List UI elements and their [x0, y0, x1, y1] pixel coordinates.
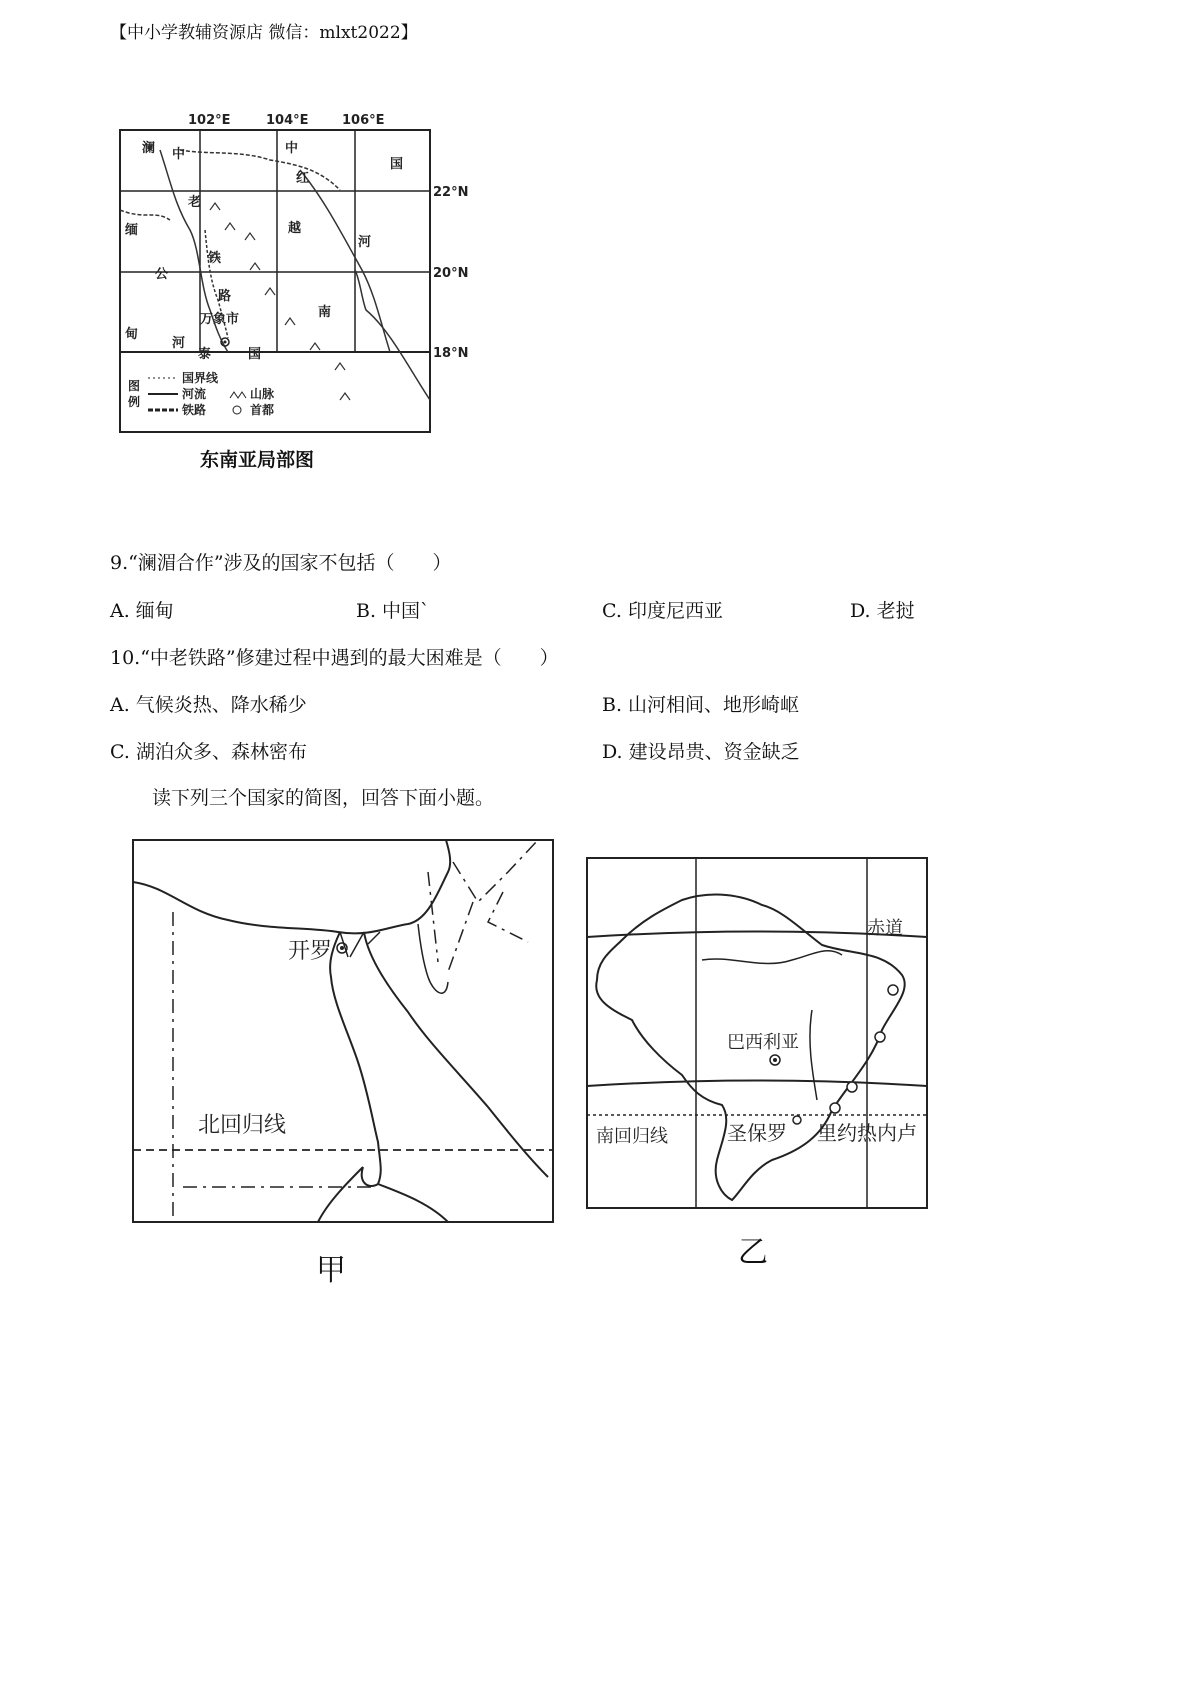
map-yi-caption: 乙 [738, 1235, 768, 1270]
legend-title-1: 图 [128, 379, 141, 393]
q9-option-b[interactable]: B. 中国` [356, 600, 430, 622]
lon-label-104: 104°E [266, 113, 309, 128]
legend-border: 国界线 [182, 371, 219, 385]
legend-capital: 首都 [250, 403, 275, 417]
tropic-cancer-label: 北回归线 [198, 1113, 287, 1138]
southeast-asia-map [100, 110, 560, 530]
map1-char-mian: 缅 [125, 223, 139, 238]
q9-option-c[interactable]: C. 印度尼西亚 [602, 600, 723, 622]
equator-label: 赤道 [867, 918, 903, 939]
legend-river: 河流 [182, 387, 207, 401]
map1-char-zhong1: 中 [172, 147, 186, 162]
sao-paulo-label: 圣保罗 [727, 1121, 787, 1145]
map1-char-zhong2: 中 [285, 141, 299, 156]
lat-label-20: 20°N [433, 266, 469, 281]
map1-char-lan: 澜 [142, 141, 156, 156]
legend-title-2: 例 [128, 395, 141, 409]
map1-char-gong: 公 [155, 267, 169, 282]
instruction-text: 读下列三个国家的简图，回答下面小题。 [152, 787, 495, 809]
map1-char-dian: 甸 [125, 327, 139, 342]
cairo-label: 开罗 [288, 939, 333, 964]
map1-char-nan: 南 [318, 305, 332, 320]
q10-option-b[interactable]: B. 山河相间、地形崎岖 [602, 694, 800, 716]
map1-char-guo2: 国 [390, 157, 404, 172]
question-9-stem: 9.“澜湄合作”涉及的国家不包括（ ） [110, 552, 452, 574]
q9-option-a[interactable]: A. 缅甸 [110, 600, 174, 622]
lat-label-18: 18°N [433, 346, 469, 361]
brasilia-label: 巴西利亚 [727, 1032, 799, 1053]
tropic-capricorn-label: 南回归线 [596, 1126, 668, 1147]
map1-vientiane-label: 万象市 [200, 312, 240, 327]
rio-label: 里约热内卢 [817, 1121, 917, 1145]
page-header: 【中小学教辅资源店 微信：mlxt2022】 [110, 23, 418, 43]
map1-char-tai: 泰 [198, 347, 212, 362]
map-jia-egypt [128, 832, 558, 1232]
map1-char-guo: 国 [248, 347, 262, 362]
map-yi-brazil [582, 850, 932, 1250]
q9-option-d[interactable]: D. 老挝 [850, 600, 915, 622]
map1-char-tie: 铁 [208, 251, 222, 266]
rio-marker [830, 1103, 840, 1113]
map-jia-caption: 甲 [316, 1253, 346, 1288]
map1-char-hong: 红 [296, 171, 310, 186]
q10-option-c[interactable]: C. 湖泊众多、森林密布 [110, 741, 307, 763]
question-10-stem: 10.“中老铁路”修建过程中遇到的最大困难是（ ） [110, 647, 559, 669]
lon-label-102: 102°E [188, 113, 231, 128]
map1-char-he: 河 [172, 336, 186, 351]
map1-char-lu: 路 [218, 289, 232, 304]
lon-label-106: 106°E [342, 113, 385, 128]
map1-caption: 东南亚局部图 [200, 449, 315, 471]
sao-paulo-marker [793, 1116, 801, 1124]
map1-char-he2: 河 [358, 235, 372, 250]
q10-option-a[interactable]: A. 气候炎热、降水稀少 [110, 694, 307, 716]
legend-railway: 铁路 [182, 403, 207, 417]
map1-char-yue: 越 [288, 221, 302, 236]
q10-option-d[interactable]: D. 建设昂贵、资金缺乏 [602, 741, 800, 763]
legend-mountain: 山脉 [250, 387, 275, 401]
lat-label-22: 22°N [433, 185, 469, 200]
map1-char-lao: 老 [188, 195, 202, 210]
